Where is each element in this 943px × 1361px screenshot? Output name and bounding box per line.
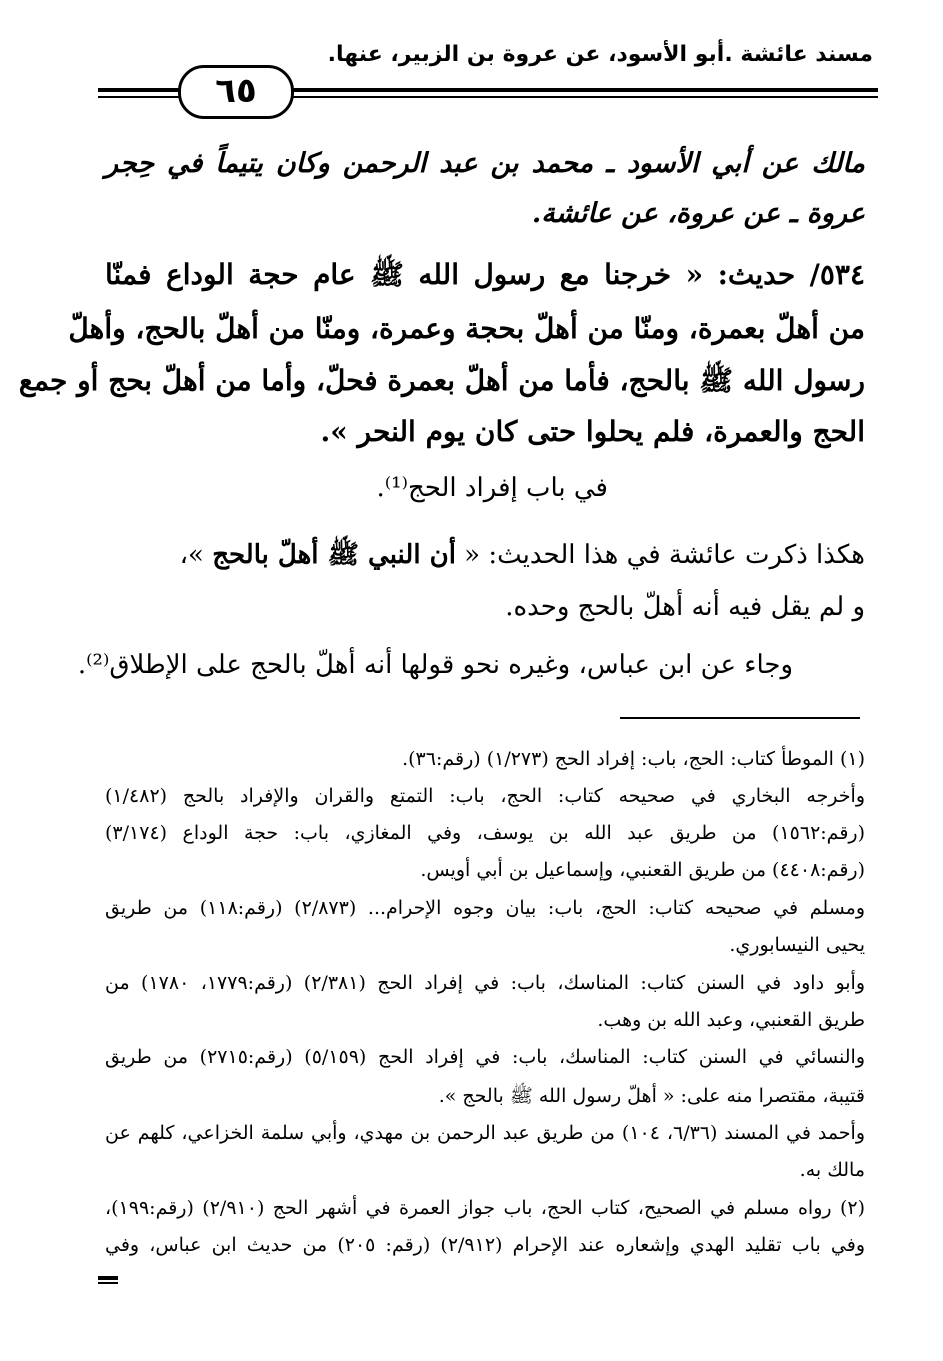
footnote-line: وأبو داود في السنن كتاب: المناسك، باب: في إفراد الحج (٢/٣٨١) (رقم:١٧٧٩، ١٧٨٠) من xyxy=(105,972,866,994)
commentary-line-1 xyxy=(180,538,865,576)
footnote-line: (رقم:١٥٦٢) من طريق عبد الله بن يوسف، وفي المغازي، باب: حجة الوداع (٣/١٧٤) xyxy=(105,822,865,844)
hadith-text-1: « خرجنا مع رسول الله ﷺ عام حجة الوداع فمنّا xyxy=(105,258,704,291)
footnote-line: والنسائي في السنن كتاب: المناسك، باب: في إفراد الحج (٥/١٥٩) (رقم:٢٧١٥) من طريق xyxy=(105,1046,866,1068)
commentary-quote: أن النبي ﷺ أهلّ بالحج xyxy=(212,540,456,570)
footnote-line: قتيبة، مقتصرا منه على: « أهلّ رسول الله ﷺ بالحج ». xyxy=(438,1085,865,1107)
commentary-text: هكذا ذكرت عائشة في هذا الحديث: « xyxy=(455,540,865,570)
footnote-line: وفي باب تقليد الهدي وإشعاره عند الإحرام (٢/٩١٢) (رقم: ٢٠٥) من حديث ابن عباس، وفي xyxy=(105,1234,865,1256)
footnote-line: طريق القعنبي، وعبد الله بن وهب. xyxy=(597,1009,865,1031)
hadith-line-1 xyxy=(105,258,865,298)
footnote-line: (رقم:٤٤٠٨) من طريق القعنبي، وإسماعيل بن أبي أويس. xyxy=(420,859,865,881)
page-number: ٦٥ xyxy=(178,65,294,119)
commentary-line-2: و لم يقل فيه أنه أهلّ بالحج وحده. xyxy=(505,592,865,622)
continuation-mark xyxy=(98,1276,118,1280)
running-header: مسند عائشة .أبو الأسود، عن عروة بن الزبير، عنها. xyxy=(327,42,873,67)
commentary-close: »، xyxy=(179,540,213,570)
hadith-number-label: ٥٣٤/ حديث: xyxy=(717,258,866,291)
hadith-line-2: من أهلّ بعمرة، ومنّا من أهلّ بحجة وعمرة، ومنّا من أهلّ بالحج، وأهلّ xyxy=(68,312,865,345)
continuation-mark-thin xyxy=(98,1282,118,1284)
footnote-line: يحيى النيسابوري. xyxy=(729,934,865,956)
chain-line-2: عروة ـ عن عروة، عن عائشة. xyxy=(531,198,865,229)
hadith-line-4: الحج والعمرة، فلم يحلوا حتى كان يوم النحر ». xyxy=(320,415,865,448)
footnote-line: مالك به. xyxy=(799,1159,865,1181)
footnote-line: وأخرجه البخاري في صحيحه كتاب: الحج، باب: التمتع والقران والإفراد بالحج (١/٤٨٢) xyxy=(105,785,865,807)
chain-line-1: مالك عن أبي الأسود ـ محمد بن عبد الرحمن وكان يتيماً في حِجر xyxy=(105,148,865,179)
footnote-line: ومسلم في صحيحه كتاب: الحج، باب: بيان وجوه الإحرام... (٢/٨٧٣) (رقم:١١٨) من طريق xyxy=(105,897,865,919)
commentary-line-3: وجاء عن ابن عباس، وغيره نحو قولها أنه أهلّ بالحج على الإطلاق⁽²⁾. xyxy=(77,650,793,680)
footnote-line: وأحمد في المسند (٦/٣٦، ١٠٤) من طريق عبد الرحمن بن مهدي، وأبي سلمة الخزاعي، كلهم عن xyxy=(105,1122,865,1144)
footnote-line: (٢) رواه مسلم في الصحيح، كتاب الحج، باب جواز العمرة في أشهر الحج (٢/٩١٠) (رقم:١٩٩)، xyxy=(105,1197,866,1219)
footnote-separator xyxy=(620,717,860,719)
hadith-line-3: رسول الله ﷺ بالحج، فأما من أهلّ بعمرة فحلّ، وأما من أهلّ بحج أو جمع xyxy=(18,364,865,397)
footnote-line: (١) الموطأ كتاب: الحج، باب: إفراد الحج (١/٢٧٣) (رقم:٣٦). xyxy=(402,748,865,770)
chapter-reference: في باب إفراد الحج⁽¹⁾. xyxy=(376,473,608,503)
